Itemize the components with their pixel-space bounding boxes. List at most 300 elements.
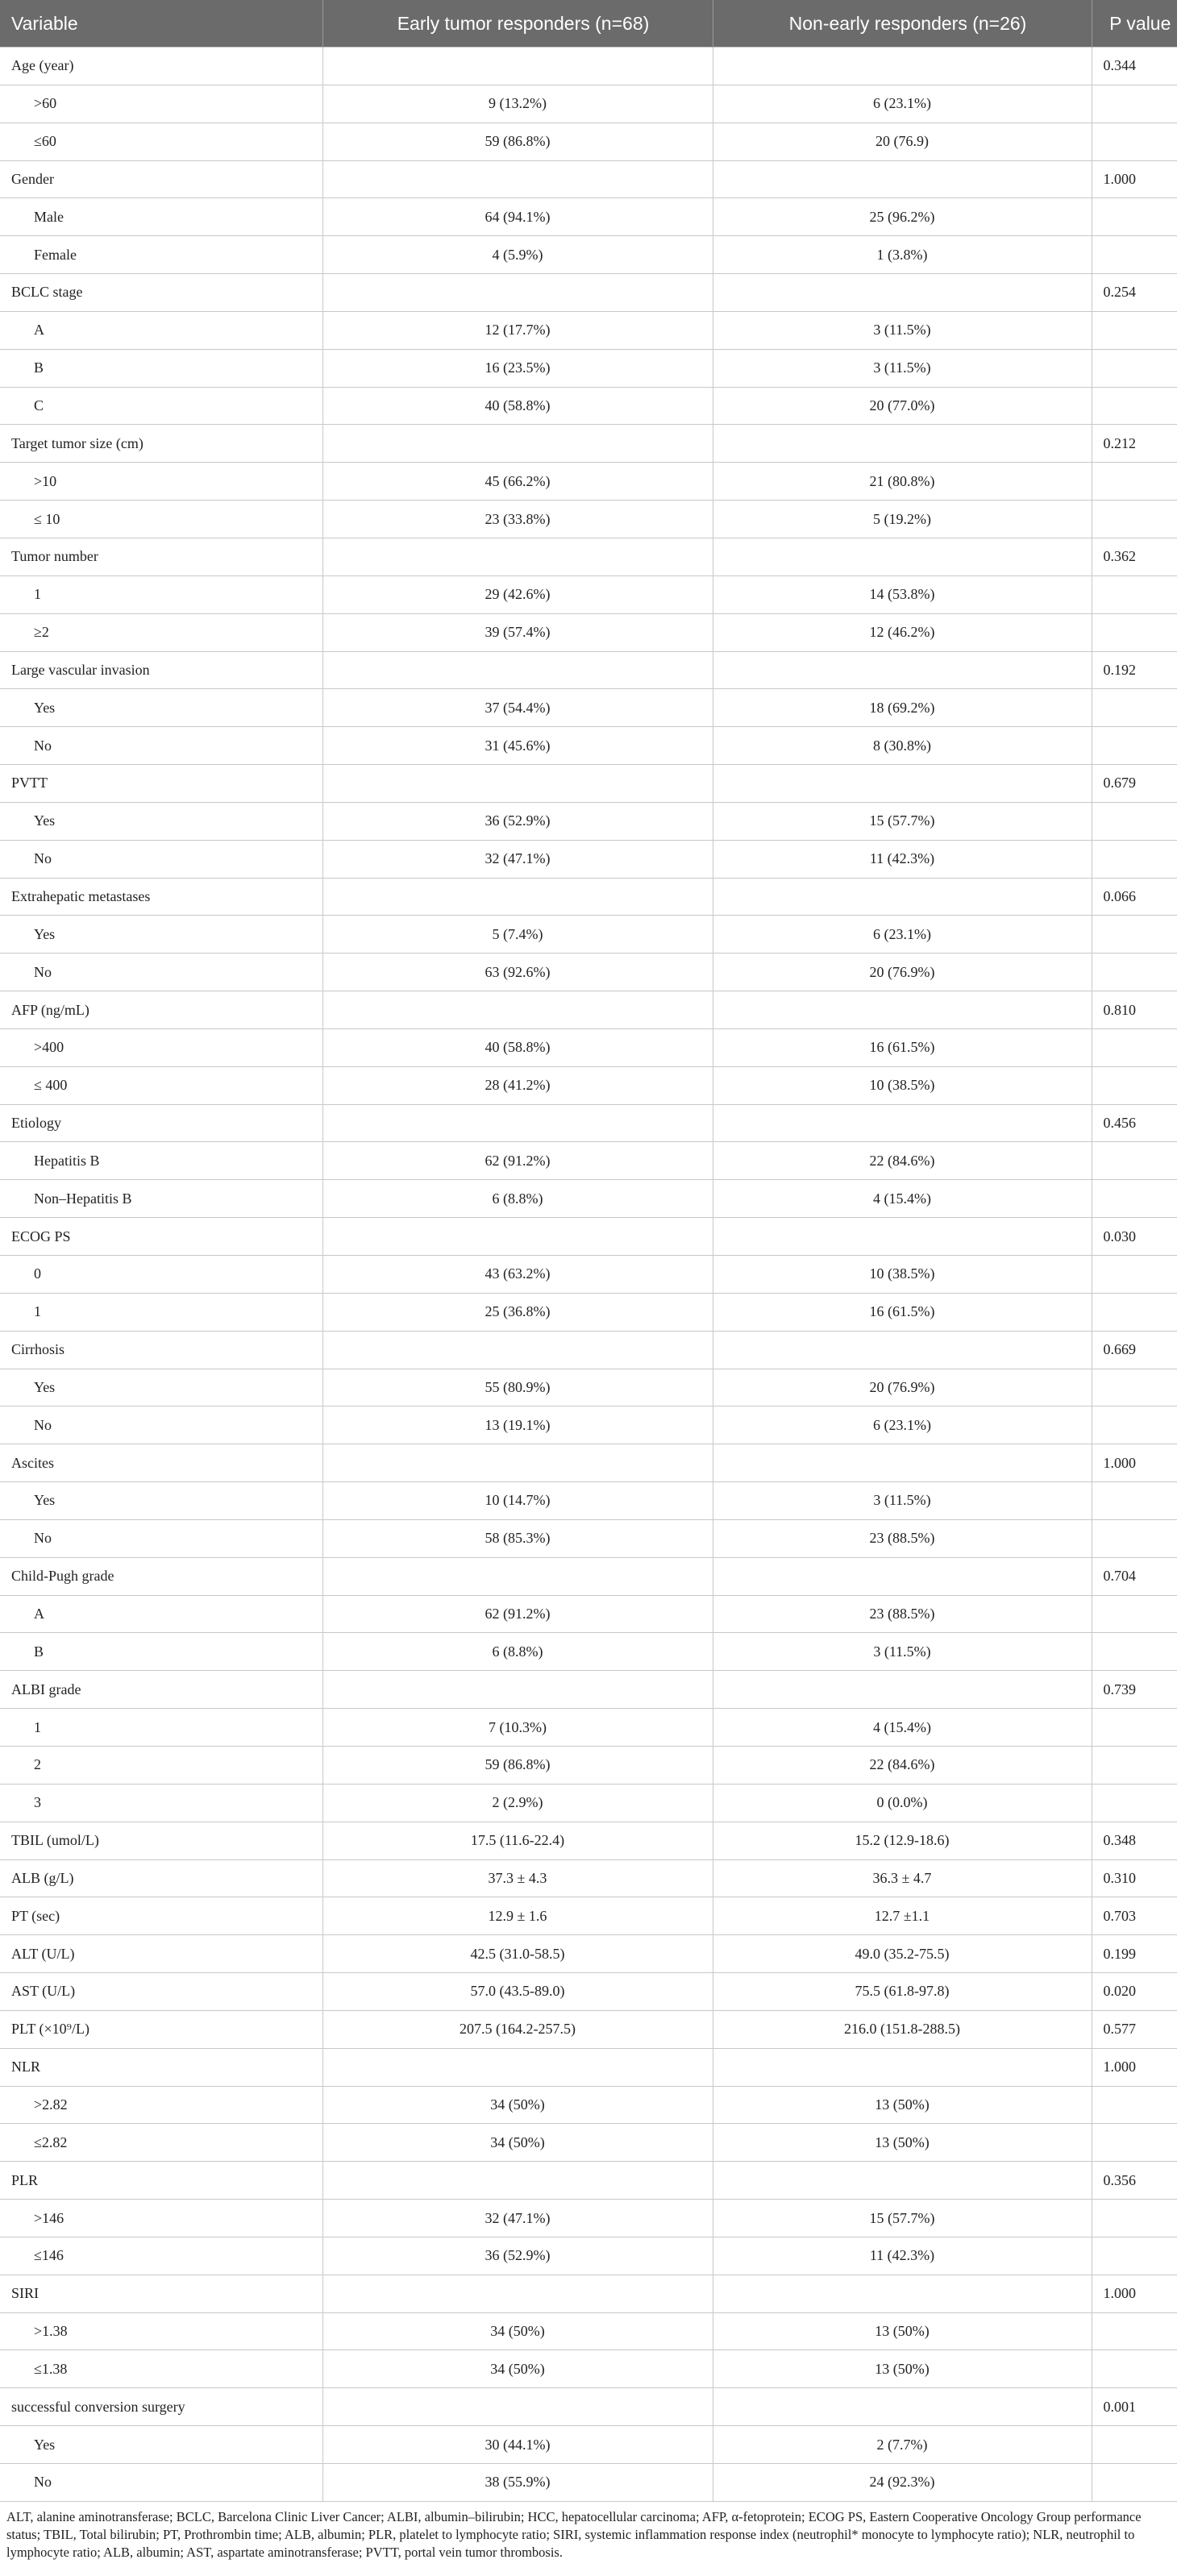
cell-early: 25 (36.8%) [322, 1293, 713, 1331]
cell-p-value: 0.356 [1092, 2162, 1177, 2200]
cell-variable: No [0, 954, 322, 991]
cell-p-value [1092, 575, 1177, 613]
table-row-sub [0, 2200, 1177, 2237]
cell-p-value: 1.000 [1092, 1444, 1177, 1482]
cell-non-early: 23 (88.5%) [713, 1519, 1092, 1557]
cell-early [322, 274, 713, 312]
cell-p-value: 0.348 [1092, 1822, 1177, 1859]
cell-early: 34 (50%) [322, 2312, 713, 2350]
table-row-sub [0, 1066, 1177, 1104]
table-row-group [0, 765, 1177, 803]
cell-p-value [1092, 1519, 1177, 1557]
cell-variable: >2.82 [0, 2086, 322, 2124]
cell-p-value: 0.254 [1092, 274, 1177, 312]
cell-p-value [1092, 501, 1177, 538]
cell-variable: Large vascular invasion [0, 651, 322, 689]
cell-early [322, 1444, 713, 1482]
cell-variable: No [0, 727, 322, 765]
cell-variable: Extrahepatic metastases [0, 878, 322, 916]
cell-non-early: 13 (50%) [713, 2350, 1092, 2388]
cell-variable: Age (year) [0, 48, 322, 85]
cell-early: 63 (92.6%) [322, 954, 713, 991]
cell-p-value: 0.212 [1092, 425, 1177, 463]
cell-non-early [713, 1104, 1092, 1142]
cell-p-value [1092, 954, 1177, 991]
cell-non-early [713, 2388, 1092, 2426]
cell-variable: ≤ 400 [0, 1066, 322, 1104]
header-non-early-responders: Non-early responders (n=26) [713, 0, 1092, 48]
table-row-group [0, 878, 1177, 916]
cell-p-value: 0.704 [1092, 1557, 1177, 1595]
table-row-group [0, 1859, 1177, 1897]
cell-non-early: 36.3 ± 4.7 [713, 1859, 1092, 1897]
cell-early: 36 (52.9%) [322, 802, 713, 840]
cell-early: 9 (13.2%) [322, 85, 713, 123]
cell-variable: successful conversion surgery [0, 2388, 322, 2426]
cell-variable: >1.38 [0, 2312, 322, 2350]
cell-non-early: 20 (76.9%) [713, 1369, 1092, 1406]
cell-non-early: 11 (42.3%) [713, 840, 1092, 878]
cell-early: 7 (10.3%) [322, 1709, 713, 1747]
cell-non-early: 3 (11.5%) [713, 349, 1092, 387]
cell-variable: Ascites [0, 1444, 322, 1482]
cell-p-value [1092, 236, 1177, 274]
cell-early: 43 (63.2%) [322, 1256, 713, 1294]
cell-variable: Yes [0, 2426, 322, 2464]
table-row-sub [0, 916, 1177, 954]
cell-p-value [1092, 198, 1177, 236]
cell-p-value: 1.000 [1092, 2275, 1177, 2312]
table-row-group [0, 1935, 1177, 1973]
table-header [0, 0, 1177, 48]
cell-p-value [1092, 727, 1177, 765]
cell-early: 40 (58.8%) [322, 1028, 713, 1066]
cell-p-value: 0.456 [1092, 1104, 1177, 1142]
cell-variable: TBIL (umol/L) [0, 1822, 322, 1859]
cell-variable: No [0, 1406, 322, 1444]
cell-variable: B [0, 1633, 322, 1671]
table-row-sub [0, 802, 1177, 840]
cell-non-early: 18 (69.2%) [713, 689, 1092, 727]
cell-p-value [1092, 2086, 1177, 2124]
cell-p-value [1092, 613, 1177, 651]
cell-non-early: 13 (50%) [713, 2124, 1092, 2162]
cell-variable: No [0, 1519, 322, 1557]
cell-non-early: 16 (61.5%) [713, 1028, 1092, 1066]
cell-variable: 1 [0, 1709, 322, 1747]
cell-non-early [713, 1444, 1092, 1482]
cell-p-value [1092, 2464, 1177, 2502]
cell-variable: ECOG PS [0, 1218, 322, 1256]
cell-non-early [713, 1557, 1092, 1595]
cell-variable: >146 [0, 2200, 322, 2237]
cell-early [322, 160, 713, 198]
cell-non-early [713, 48, 1092, 85]
table-row-group [0, 425, 1177, 463]
cell-non-early [713, 991, 1092, 1029]
table-row-group [0, 1444, 1177, 1482]
cell-variable: BCLC stage [0, 274, 322, 312]
cell-p-value [1092, 85, 1177, 123]
table-row-group [0, 2388, 1177, 2426]
cell-early: 39 (57.4%) [322, 613, 713, 651]
cell-early: 42.5 (31.0-58.5) [322, 1935, 713, 1973]
table-row-sub [0, 689, 1177, 727]
table-row-group [0, 1218, 1177, 1256]
cell-variable: >10 [0, 463, 322, 501]
cell-non-early [713, 2275, 1092, 2312]
cell-non-early: 20 (76.9%) [713, 954, 1092, 991]
table-row-group [0, 2275, 1177, 2312]
cell-p-value [1092, 311, 1177, 349]
table-row-group [0, 1671, 1177, 1709]
cell-non-early: 75.5 (61.8-97.8) [713, 1973, 1092, 2011]
cell-early: 12.9 ± 1.6 [322, 1897, 713, 1935]
cell-non-early: 8 (30.8%) [713, 727, 1092, 765]
cell-non-early: 0 (0.0%) [713, 1784, 1092, 1822]
cell-non-early: 4 (15.4%) [713, 1180, 1092, 1218]
table-row-sub [0, 954, 1177, 991]
cell-variable: ≥2 [0, 613, 322, 651]
cell-variable: 3 [0, 1784, 322, 1822]
cell-non-early: 6 (23.1%) [713, 1406, 1092, 1444]
cell-p-value [1092, 1256, 1177, 1294]
cell-non-early: 3 (11.5%) [713, 1482, 1092, 1520]
cell-p-value [1092, 2426, 1177, 2464]
table-row-group [0, 48, 1177, 85]
table-row-sub [0, 311, 1177, 349]
cell-early: 207.5 (164.2-257.5) [322, 2010, 713, 2048]
cell-p-value [1092, 2350, 1177, 2388]
cell-early: 28 (41.2%) [322, 1066, 713, 1104]
cell-non-early [713, 538, 1092, 575]
cell-early: 45 (66.2%) [322, 463, 713, 501]
table-row-sub [0, 1369, 1177, 1406]
cell-variable: Target tumor size (cm) [0, 425, 322, 463]
cell-early: 37.3 ± 4.3 [322, 1859, 713, 1897]
cell-p-value [1092, 840, 1177, 878]
cell-early: 13 (19.1%) [322, 1406, 713, 1444]
cell-early [322, 2162, 713, 2200]
cell-early: 37 (54.4%) [322, 689, 713, 727]
header-early-responders: Early tumor responders (n=68) [322, 0, 713, 48]
cell-early: 17.5 (11.6-22.4) [322, 1822, 713, 1859]
cell-variable: Tumor number [0, 538, 322, 575]
table-row-sub [0, 236, 1177, 274]
cell-p-value [1092, 2124, 1177, 2162]
header-variable: Variable [0, 0, 322, 48]
cell-variable: 1 [0, 1293, 322, 1331]
cell-p-value [1092, 1709, 1177, 1747]
cell-variable: 0 [0, 1256, 322, 1294]
cell-p-value [1092, 1142, 1177, 1180]
cell-p-value [1092, 802, 1177, 840]
cell-p-value: 1.000 [1092, 2048, 1177, 2086]
cell-p-value [1092, 2237, 1177, 2275]
cell-p-value: 0.669 [1092, 1331, 1177, 1369]
cell-early [322, 1557, 713, 1595]
cell-p-value: 1.000 [1092, 160, 1177, 198]
table-row-sub [0, 1595, 1177, 1633]
cell-early: 16 (23.5%) [322, 349, 713, 387]
cell-non-early [713, 2162, 1092, 2200]
cell-p-value [1092, 387, 1177, 425]
cell-early [322, 1331, 713, 1369]
cell-non-early: 24 (92.3%) [713, 2464, 1092, 2502]
cell-non-early: 20 (77.0%) [713, 387, 1092, 425]
cell-early: 55 (80.9%) [322, 1369, 713, 1406]
cell-non-early: 3 (11.5%) [713, 311, 1092, 349]
cell-early [322, 765, 713, 803]
table-row-group [0, 1973, 1177, 2011]
cell-variable: Non–Hepatitis B [0, 1180, 322, 1218]
cell-variable: Etiology [0, 1104, 322, 1142]
table-body [0, 48, 1177, 2502]
table-row-sub [0, 1406, 1177, 1444]
table-row-group [0, 160, 1177, 198]
table-row-group [0, 274, 1177, 312]
cell-non-early [713, 1218, 1092, 1256]
cell-p-value [1092, 1369, 1177, 1406]
cell-non-early: 12.7 ±1.1 [713, 1897, 1092, 1935]
cell-early: 36 (52.9%) [322, 2237, 713, 2275]
cell-early [322, 48, 713, 85]
cell-variable: ≤146 [0, 2237, 322, 2275]
cell-non-early: 10 (38.5%) [713, 1256, 1092, 1294]
cell-early: 57.0 (43.5-89.0) [322, 1973, 713, 2011]
cell-variable: ≤60 [0, 123, 322, 160]
cell-non-early: 25 (96.2%) [713, 198, 1092, 236]
cell-non-early: 13 (50%) [713, 2086, 1092, 2124]
cell-early: 62 (91.2%) [322, 1142, 713, 1180]
cell-variable: Yes [0, 802, 322, 840]
cell-non-early: 20 (76.9) [713, 123, 1092, 160]
cell-non-early: 23 (88.5%) [713, 1595, 1092, 1633]
cell-variable: PLR [0, 2162, 322, 2200]
cell-early [322, 2275, 713, 2312]
table-row-sub [0, 349, 1177, 387]
cell-early [322, 1104, 713, 1142]
table-row-sub [0, 1746, 1177, 1784]
cell-non-early: 5 (19.2%) [713, 501, 1092, 538]
cell-variable: ALT (U/L) [0, 1935, 322, 1973]
table-row-sub [0, 1482, 1177, 1520]
cell-p-value [1092, 1293, 1177, 1331]
table-row-group [0, 1897, 1177, 1935]
cell-variable: PT (sec) [0, 1897, 322, 1935]
table-row-sub [0, 387, 1177, 425]
cell-non-early: 15.2 (12.9-18.6) [713, 1822, 1092, 1859]
cell-p-value: 0.739 [1092, 1671, 1177, 1709]
cell-early: 31 (45.6%) [322, 727, 713, 765]
cell-early [322, 1671, 713, 1709]
cell-non-early: 12 (46.2%) [713, 613, 1092, 651]
cell-early: 4 (5.9%) [322, 236, 713, 274]
cell-p-value [1092, 916, 1177, 954]
table-row-group [0, 1331, 1177, 1369]
cell-variable: ≤ 10 [0, 501, 322, 538]
cell-variable: NLR [0, 2048, 322, 2086]
cell-early: 34 (50%) [322, 2086, 713, 2124]
cell-non-early: 22 (84.6%) [713, 1746, 1092, 1784]
cell-p-value [1092, 1406, 1177, 1444]
cell-variable: Male [0, 198, 322, 236]
cell-p-value [1092, 1746, 1177, 1784]
cell-variable: >60 [0, 85, 322, 123]
cell-variable: AST (U/L) [0, 1973, 322, 2011]
cell-early: 23 (33.8%) [322, 501, 713, 538]
table-row-sub [0, 1709, 1177, 1747]
cell-p-value: 0.679 [1092, 765, 1177, 803]
table-row-sub [0, 2464, 1177, 2502]
table-row-group [0, 651, 1177, 689]
table-row-sub [0, 463, 1177, 501]
cell-variable: AFP (ng/mL) [0, 991, 322, 1029]
cell-early [322, 651, 713, 689]
table-footnote: ALT, alanine aminotransferase; BCLC, Barcelona Clinic Liver Cancer; ALBI, albumin–bilirubin; HCC, hepatocellular carcinoma; AFP, α-fetoprotein; ECOG PS, Eastern Cooperative Oncology Group performance status; TBIL, Total bilirubin; PT, Prothrombin time; ALB, albumin; PLR, platelet to lymphocyte ratio; SIRI, systemic inflammation response index (neutrophil* monocyte to lymphocyte ratio); NLR, neutrophil to lymphocyte ratio; ALB, albumin; AST, aspartate aminotransferase; PVTT, portal vein tumor thrombosis. [6, 2508, 1142, 2560]
cell-p-value: 0.703 [1092, 1897, 1177, 1935]
cell-variable: Yes [0, 1369, 322, 1406]
table-row-sub [0, 1028, 1177, 1066]
table-row-sub [0, 1293, 1177, 1331]
cell-non-early: 49.0 (35.2-75.5) [713, 1935, 1092, 1973]
cell-variable: ≤2.82 [0, 2124, 322, 2162]
cell-p-value: 0.344 [1092, 48, 1177, 85]
cell-non-early: 15 (57.7%) [713, 802, 1092, 840]
cell-p-value: 0.577 [1092, 2010, 1177, 2048]
table-row-sub [0, 198, 1177, 236]
cell-non-early [713, 878, 1092, 916]
cell-p-value: 0.199 [1092, 1935, 1177, 1973]
cell-non-early: 22 (84.6%) [713, 1142, 1092, 1180]
cell-non-early [713, 274, 1092, 312]
cell-early [322, 1218, 713, 1256]
cell-variable: A [0, 311, 322, 349]
cell-p-value [1092, 1784, 1177, 1822]
table-row-group [0, 2048, 1177, 2086]
cell-p-value [1092, 1066, 1177, 1104]
header-row [0, 0, 1177, 48]
cell-non-early [713, 160, 1092, 198]
cell-p-value [1092, 349, 1177, 387]
cell-variable: ≤1.38 [0, 2350, 322, 2388]
table-row-sub [0, 1256, 1177, 1294]
cell-early: 6 (8.8%) [322, 1180, 713, 1218]
table-row-sub [0, 2237, 1177, 2275]
cell-p-value: 0.020 [1092, 1973, 1177, 2011]
cell-non-early: 15 (57.7%) [713, 2200, 1092, 2237]
cell-variable: Hepatitis B [0, 1142, 322, 1180]
table-row-sub [0, 2426, 1177, 2464]
cell-p-value [1092, 2312, 1177, 2350]
cell-non-early [713, 2048, 1092, 2086]
table-row-sub [0, 2312, 1177, 2350]
table-row-sub [0, 1633, 1177, 1671]
cell-non-early [713, 651, 1092, 689]
table-row-sub [0, 575, 1177, 613]
cell-early [322, 425, 713, 463]
table-row-sub [0, 2124, 1177, 2162]
cell-p-value [1092, 123, 1177, 160]
cell-early: 10 (14.7%) [322, 1482, 713, 1520]
cell-non-early: 14 (53.8%) [713, 575, 1092, 613]
cell-non-early: 216.0 (151.8-288.5) [713, 2010, 1092, 2048]
header-p-value: P value [1092, 0, 1177, 48]
table-row-sub [0, 2350, 1177, 2388]
cell-non-early: 6 (23.1%) [713, 916, 1092, 954]
cell-variable: A [0, 1595, 322, 1633]
cell-early: 58 (85.3%) [322, 1519, 713, 1557]
table-row-sub [0, 727, 1177, 765]
cell-non-early: 2 (7.7%) [713, 2426, 1092, 2464]
cell-early: 40 (58.8%) [322, 387, 713, 425]
table-row-group [0, 1822, 1177, 1859]
cell-variable: SIRI [0, 2275, 322, 2312]
cell-p-value [1092, 1028, 1177, 1066]
cell-non-early: 11 (42.3%) [713, 2237, 1092, 2275]
cell-early: 2 (2.9%) [322, 1784, 713, 1822]
table-row-sub [0, 840, 1177, 878]
cell-p-value [1092, 689, 1177, 727]
cell-non-early: 13 (50%) [713, 2312, 1092, 2350]
cell-early [322, 2048, 713, 2086]
cell-variable: Female [0, 236, 322, 274]
cell-non-early: 3 (11.5%) [713, 1633, 1092, 1671]
table-row-sub [0, 1784, 1177, 1822]
cell-p-value: 0.362 [1092, 538, 1177, 575]
cell-non-early [713, 425, 1092, 463]
cell-early: 5 (7.4%) [322, 916, 713, 954]
table-row-sub [0, 85, 1177, 123]
cell-variable: No [0, 840, 322, 878]
cell-early: 6 (8.8%) [322, 1633, 713, 1671]
cell-early [322, 991, 713, 1029]
table-row-group [0, 1557, 1177, 1595]
cell-early: 62 (91.2%) [322, 1595, 713, 1633]
cell-early: 34 (50%) [322, 2350, 713, 2388]
cell-non-early: 4 (15.4%) [713, 1709, 1092, 1747]
cell-variable: Yes [0, 1482, 322, 1520]
cell-variable: ALBI grade [0, 1671, 322, 1709]
cell-early [322, 538, 713, 575]
cell-non-early: 10 (38.5%) [713, 1066, 1092, 1104]
cell-p-value: 0.810 [1092, 991, 1177, 1029]
cell-variable: Gender [0, 160, 322, 198]
table-row-group [0, 2162, 1177, 2200]
cell-early: 29 (42.6%) [322, 575, 713, 613]
table-row-sub [0, 613, 1177, 651]
cell-variable: PVTT [0, 765, 322, 803]
cell-early: 32 (47.1%) [322, 840, 713, 878]
cell-variable: >400 [0, 1028, 322, 1066]
table-row-sub [0, 1142, 1177, 1180]
cell-early: 32 (47.1%) [322, 2200, 713, 2237]
table-row-sub [0, 2086, 1177, 2124]
cell-early: 34 (50%) [322, 2124, 713, 2162]
cell-early: 38 (55.9%) [322, 2464, 713, 2502]
cell-non-early: 6 (23.1%) [713, 85, 1092, 123]
cell-p-value [1092, 463, 1177, 501]
cell-p-value: 0.030 [1092, 1218, 1177, 1256]
cell-variable: No [0, 2464, 322, 2502]
cell-variable: Child-Pugh grade [0, 1557, 322, 1595]
table-row-group [0, 538, 1177, 575]
cell-non-early [713, 1671, 1092, 1709]
cell-early: 59 (86.8%) [322, 1746, 713, 1784]
cell-p-value: 0.066 [1092, 878, 1177, 916]
cell-p-value [1092, 1633, 1177, 1671]
cell-early: 12 (17.7%) [322, 311, 713, 349]
